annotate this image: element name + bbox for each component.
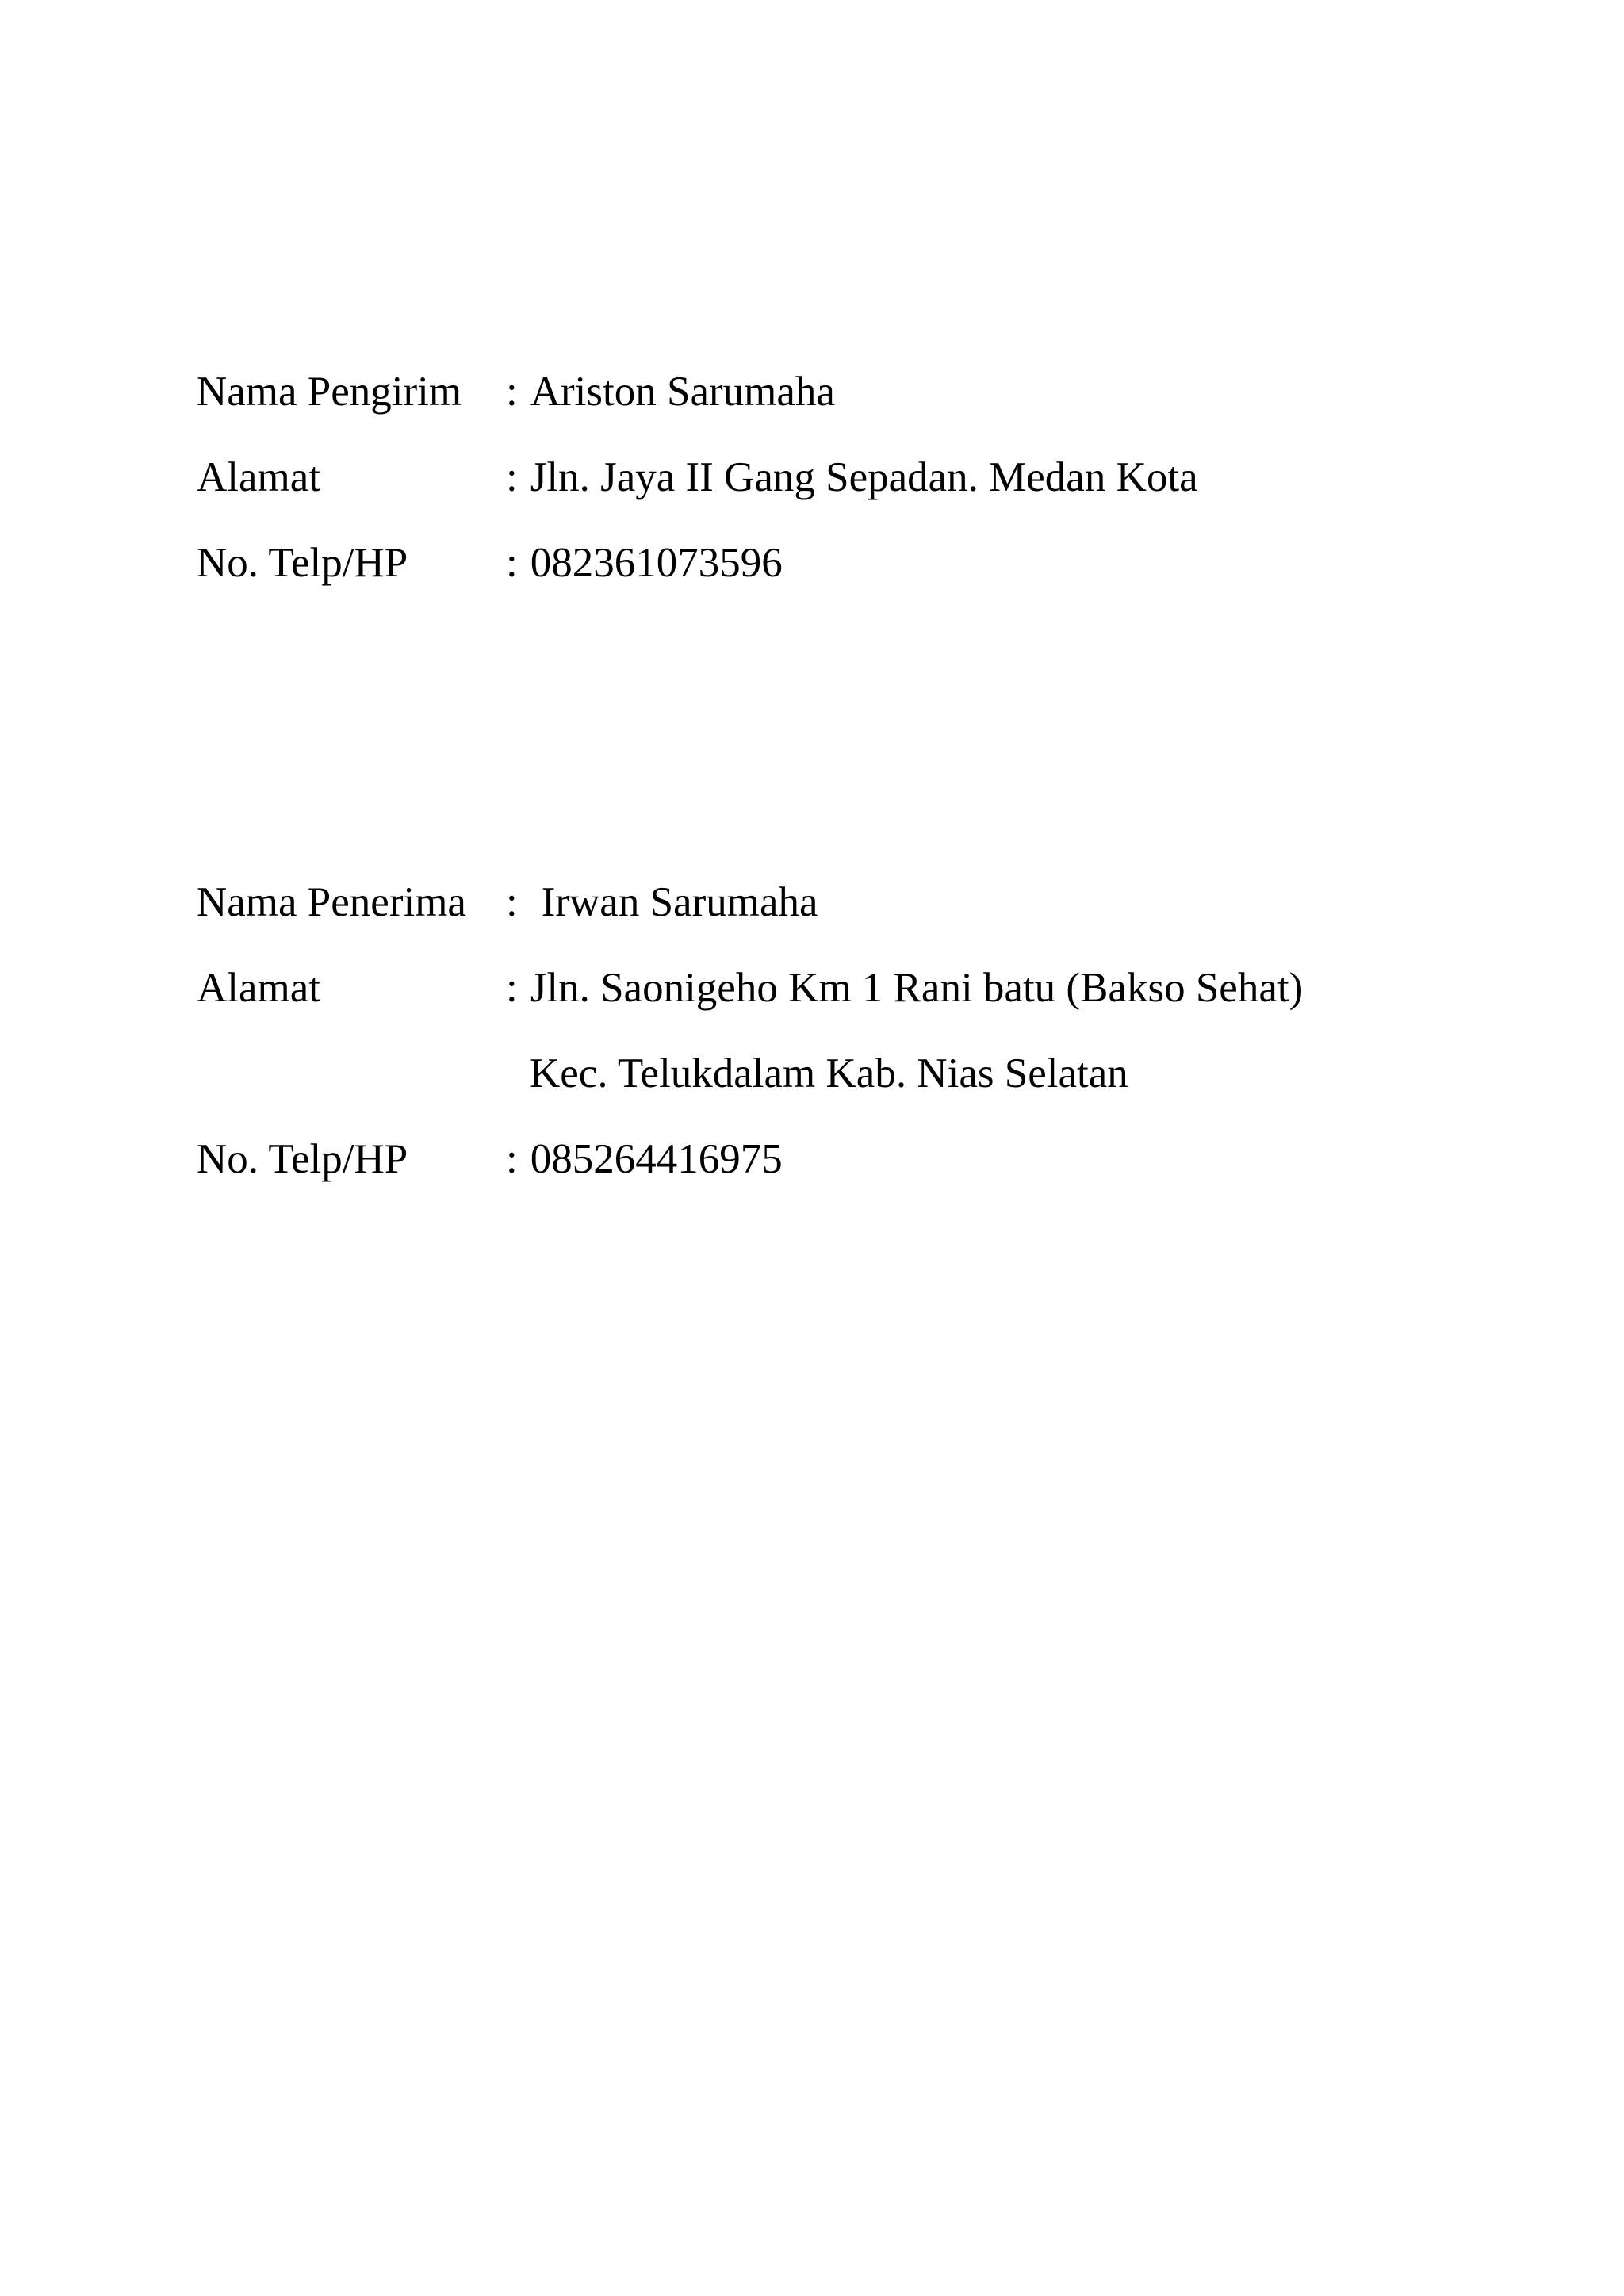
recipient-address-row — [197, 962, 1303, 1048]
recipient-phone-label: No. Telp/HP — [197, 1136, 408, 1182]
separator-colon: : — [506, 540, 518, 586]
sender-phone-row — [197, 538, 1198, 623]
recipient-phone-row — [197, 1134, 1303, 1219]
sender-address-row — [197, 452, 1198, 538]
recipient-address-label: Alamat — [197, 965, 320, 1011]
recipient-name-value: Irwan Sarumaha — [541, 879, 818, 925]
sender-name-row — [197, 366, 1198, 452]
sender-name-value: Ariston Sarumaha — [530, 369, 835, 415]
separator-colon: : — [506, 1136, 518, 1182]
recipient-phone-value: 085264416975 — [530, 1136, 783, 1182]
sender-address-value: Jln. Jaya II Gang Sepadan. Medan Kota — [530, 454, 1198, 500]
recipient-address-line2: Kec. Telukdalam Kab. Nias Selatan — [530, 1050, 1128, 1096]
sender-phone-label: No. Telp/HP — [197, 540, 408, 586]
recipient-name-row — [197, 877, 1303, 962]
separator-colon: : — [506, 965, 518, 1011]
recipient-address-line1: Jln. Saonigeho Km 1 Rani batu (Bakso Sehat) — [530, 965, 1304, 1011]
sender-block — [197, 366, 1198, 623]
separator-colon: : — [506, 369, 518, 415]
separator-colon: : — [506, 454, 518, 500]
separator-colon: : — [506, 879, 518, 925]
recipient-block — [197, 877, 1303, 1219]
sender-name-label: Nama Pengirim — [197, 369, 462, 415]
sender-phone-value: 082361073596 — [530, 540, 783, 586]
recipient-name-label: Nama Penerima — [197, 879, 466, 925]
recipient-address-continuation-row — [197, 1048, 1303, 1134]
sender-address-label: Alamat — [197, 454, 320, 500]
